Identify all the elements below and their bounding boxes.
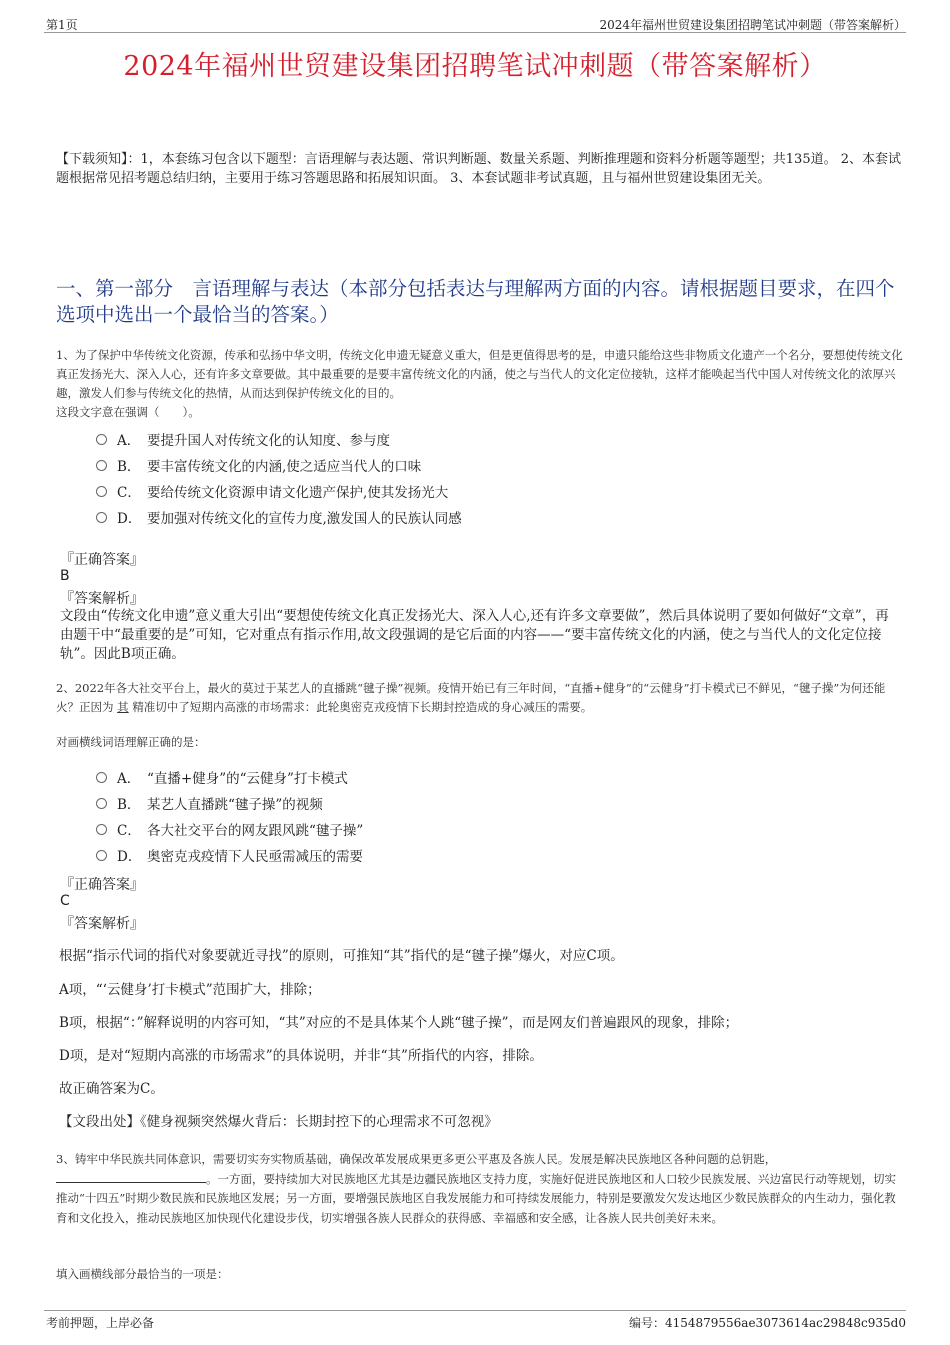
option-letter: A．	[117, 771, 141, 787]
option-letter: B．	[117, 797, 141, 813]
q2-answer-label: 『正确答案』	[60, 877, 144, 893]
page-number: 第1页	[46, 18, 78, 32]
radio-icon[interactable]	[96, 486, 107, 497]
q3-stem-text-b: 。一方面，要持续加大对民族地区尤其是边疆民族地区支持力度，实施好促进民族地区和人口较少民族发展、兴边富民行动等规划，切实推动“十四五”时期少数民族和民族地区发展；另一方面，要增强民族地区自我发展能力和可持续发展能力，特别是要激发欠发达地区少数民族群众的内生动力，强化教育和文化投入，推动民族地区加快现代化建设步伐，切实增强各族人民群众的获得感、幸福感和安全感，让各族人民共创美好未来。	[56, 1171, 896, 1225]
q3-prompt: 填入画横线部分最恰当的一项是：	[56, 1267, 229, 1281]
q1-answer-label: 『正确答案』	[60, 552, 144, 568]
option-text: 奥密克戎疫情下人民亟需减压的需要	[147, 849, 363, 865]
q1-answer: B	[60, 568, 70, 584]
q1-option-a[interactable]	[96, 429, 390, 449]
q2-option-b[interactable]	[96, 793, 323, 813]
option-letter: B．	[117, 459, 141, 475]
option-text: 各大社交平台的网友跟风跳“毽子操”	[147, 823, 364, 839]
q2-stem-text-b: 精准切中了短期内高涨的市场需求：此轮奥密克戎疫情下长期封控造成的身心减压的需要。	[132, 700, 593, 714]
radio-icon[interactable]	[96, 772, 107, 783]
q1-analysis: 文段由“传统文化申遗”意义重大引出“要想使传统文化真正发扬光大、深入人心,还有许多文章要做”，然后具体说明了要如何做好“文章”，再由题干中“最重要的是”可知，它对重点有指示作用,故文段强调的是它后面的内容——“要丰富传统文化的内涵，使之与当代人的文化定位接轨”。因此B项正确。	[60, 608, 889, 662]
q3-blank	[56, 1170, 206, 1183]
radio-icon[interactable]	[96, 434, 107, 445]
q2-analysis-line-3: B项，根据“：”解释说明的内容可知，“其”对应的不是具体某个人跳“毽子操”，而是网友们普遍跟风的现象，排除；	[59, 1015, 739, 1031]
q1-option-c[interactable]	[96, 481, 448, 501]
footer-divider	[44, 1310, 906, 1311]
q1-option-d[interactable]	[96, 507, 462, 527]
option-text: 要丰富传统文化的内涵,使之适应当代人的口味	[147, 459, 422, 475]
option-text: 要给传统文化资源申请文化遗产保护,使其发扬光大	[147, 485, 449, 501]
footer-slogan: 考前押题，上岸必备	[46, 1316, 155, 1330]
radio-icon[interactable]	[96, 798, 107, 809]
document-title: 2024年福州世贸建设集团招聘笔试冲刺题（带答案解析）	[123, 51, 827, 82]
q2-analysis-line-5: 故正确答案为C。	[59, 1081, 164, 1097]
option-letter: D．	[117, 849, 142, 865]
question-2-stem	[56, 679, 906, 717]
radio-icon[interactable]	[96, 512, 107, 523]
q2-option-d[interactable]	[96, 845, 363, 865]
option-text: 要加强对传统文化的宣传力度,激发国人的民族认同感	[147, 511, 462, 527]
radio-icon[interactable]	[96, 824, 107, 835]
q1-analysis-label: 『答案解析』	[60, 591, 144, 607]
q1-stem-text: 1、为了保护中华传统文化资源，传承和弘扬中华文明，传统文化申遗无疑意义重大，但是更值得思考的是，申遗只能给这些非物质文化遗产一个名分，要想使传统文化真正发扬光大、深入人心，还有许多文章要做。其中最重要的是要丰富传统文化的内涵，使之与当代人的文化定位接轨，这样才能唤起当代中国人对传统文化的浓厚兴趣，激发人们参与传统文化的热情，从而达到保护传统文化的目的。	[56, 348, 903, 400]
section-title: 一、第一部分 言语理解与表达（本部分包括表达与理解两方面的内容。请根据题目要求，在四个选项中选出一个最恰当的答案。）	[56, 277, 895, 326]
option-letter: A．	[117, 433, 141, 449]
option-text: 某艺人直播跳“毽子操”的视频	[147, 797, 323, 813]
document-id: 编号：4154879556ae3073614ac29848c935d0	[628, 1316, 906, 1330]
option-letter: C．	[117, 485, 141, 501]
q2-prompt: 对画横线词语理解正确的是：	[56, 735, 206, 749]
q2-option-c[interactable]	[96, 819, 363, 839]
option-text: “直播+健身”的“云健身”打卡模式	[147, 771, 348, 787]
q2-analysis-line-4: D项，是对“短期内高涨的市场需求”的具体说明，并非“其”所指代的内容，排除。	[59, 1048, 543, 1064]
q2-underlined-word: 其	[117, 700, 129, 714]
q2-analysis-line-2: A项，“‘云健身’打卡模式”范围扩大，排除；	[59, 982, 321, 998]
q2-stem-text-a: 2、2022年各大社交平台上，最火的莫过于某艺人的直播跳“毽子操”视频。疫情开始已有三年时间，“直播+健身”的“云健身”打卡模式已不鲜见，“毽子操”为何还能火？正因为	[56, 681, 886, 714]
running-title: 2024年福州世贸建设集团招聘笔试冲刺题（带答案解析）	[599, 18, 906, 32]
download-notice: 【下载须知】：1，本套练习包含以下题型：言语理解与表达题、常识判断题、数量关系题、判断推理题和资料分析题等题型；共135道。 2、本套试题根据常见招考题总结归纳，主要用于练习答题思路和拓展知识面。 3、本套试题非考试真题，且与福州世贸建设集团无关。	[56, 152, 901, 186]
q2-answer: C	[60, 893, 70, 909]
radio-icon[interactable]	[96, 460, 107, 471]
q2-analysis-line-1: 根据“指示代词的指代对象要就近寻找”的原则，可推知“其”指代的是“毽子操”爆火，对应C项。	[59, 948, 624, 964]
question-3-stem	[56, 1150, 906, 1228]
q2-option-a[interactable]	[96, 767, 348, 787]
radio-icon[interactable]	[96, 850, 107, 861]
q2-source: 【文段出处】《健身视频突然爆火背后：长期封控下的心理需求不可忽视》	[59, 1114, 498, 1130]
q1-option-b[interactable]	[96, 455, 421, 475]
q3-stem-text-a: 3、铸牢中华民族共同体意识，需要切实夯实物质基础，确保改革发展成果更多更公平惠及各族人民。发展是解决民族地区各种问题的总钥匙，	[56, 1152, 777, 1166]
option-letter: D．	[117, 511, 142, 527]
header-divider	[44, 32, 906, 33]
option-text: 要提升国人对传统文化的认知度、参与度	[147, 433, 390, 449]
option-letter: C．	[117, 823, 141, 839]
q2-analysis-label: 『答案解析』	[60, 916, 144, 932]
question-1-stem	[56, 346, 906, 422]
q1-prompt: 这段文字意在强调（ ）。	[56, 405, 200, 419]
